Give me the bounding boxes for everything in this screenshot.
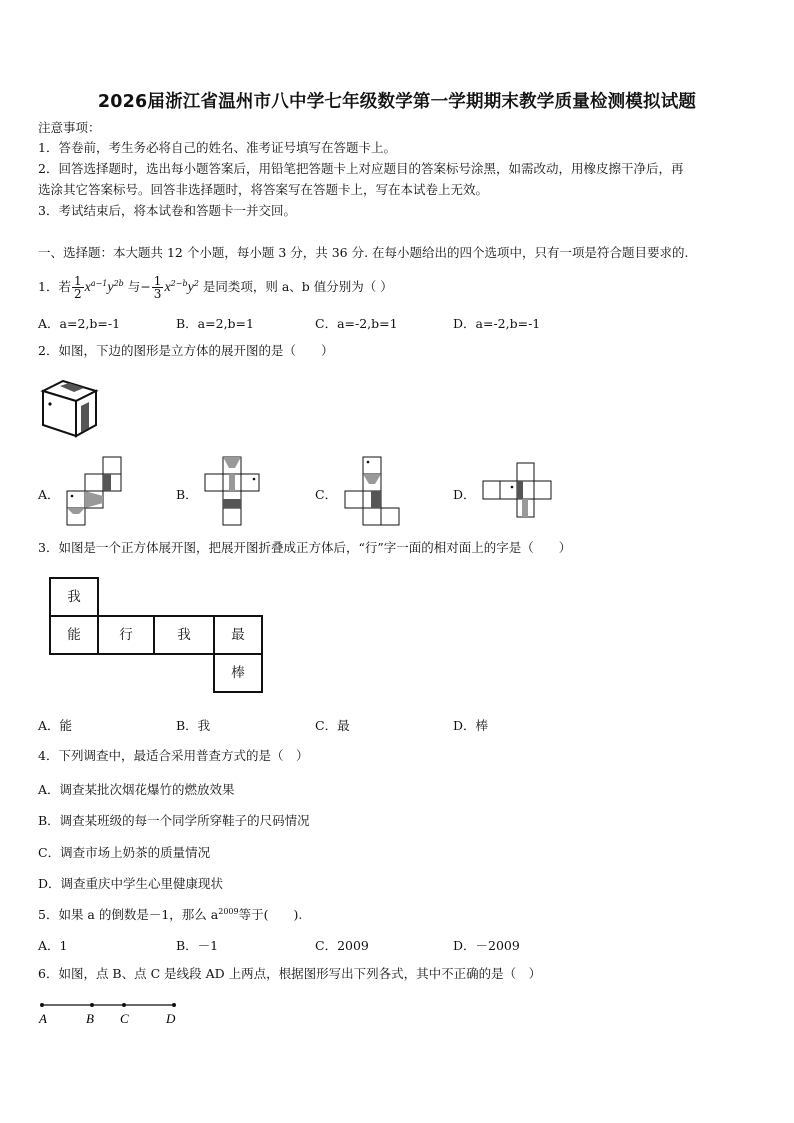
q3-net-cell-1: 能 <box>49 615 99 655</box>
q4-option-b[interactable]: B．调查某班级的每一个同学所穿鞋子的尺码情况 <box>38 813 310 828</box>
point-d <box>172 1003 176 1007</box>
notice-item-2-cont: 选涂其它答案标号。回答非选择题时，将答案写在答题卡上，写在本试卷上无效。 <box>38 182 489 197</box>
notice-item-3: 3．考试结束后，将本试卷和答题卡一并交回。 <box>38 203 296 218</box>
label-b: B <box>86 1011 94 1026</box>
label-d: D <box>166 1011 176 1026</box>
q1-option-d[interactable]: D．a=-2,b=-1 <box>453 316 541 331</box>
q2-net-c <box>343 456 403 528</box>
q2-option-d[interactable]: D． <box>453 487 476 502</box>
q1-prefix: 1．若 <box>38 279 71 295</box>
notice-item-2: 2．回答选择题时，选出每小题答案后，用铅笔把答题卡上对应题目的答案标号涂黑，如需改动，用橡皮擦干净后，再 <box>38 161 684 176</box>
q2-net-d <box>481 462 555 522</box>
page-title: 2026届浙江省温州市八中学七年级数学第一学期期末教学质量检测模拟试题 <box>97 92 697 112</box>
point-c <box>122 1003 126 1007</box>
q1-option-a[interactable]: A．a=2,b=-1 <box>38 316 121 331</box>
point-b <box>90 1003 94 1007</box>
question-4: 4．下列调查中，最适合采用普查方式的是（ ） <box>38 748 309 763</box>
notice-heading: 注意事项： <box>38 120 101 135</box>
q3-option-b[interactable]: B．我 <box>176 718 211 733</box>
q5-option-a[interactable]: A．1 <box>38 938 68 953</box>
q3-net-cell-2: 行 <box>97 615 155 655</box>
label-a: A <box>39 1011 47 1026</box>
question-3: 3．如图是一个正方体展开图，把展开图折叠成正方体后，“行”字一面的相对面上的字是（ ） <box>38 540 572 555</box>
q2-net-b <box>203 456 263 528</box>
question-2: 2．如图，下边的图形是立方体的展开图的是（ ） <box>38 343 334 358</box>
notice-item-1: 1．答卷前，考生务必将自己的姓名、准考证号填写在答题卡上。 <box>38 140 396 155</box>
question-6: 6．如图，点 B、点 C 是线段 AD 上两点，根据图形写出下列各式，其中不正确的是（ ） <box>38 966 542 981</box>
q4-option-c[interactable]: C．调查市场上奶茶的质量情况 <box>38 845 211 860</box>
q2-option-b[interactable]: B． <box>176 487 198 502</box>
point-a <box>40 1003 44 1007</box>
q1-option-c[interactable]: C．a=-2,b=1 <box>315 316 398 331</box>
q3-net-top: 我 <box>49 577 99 617</box>
q2-net-a <box>65 456 125 528</box>
q1-option-b[interactable]: B．a=2,b=1 <box>176 316 254 331</box>
q3-net-cell-4: 最 <box>213 615 263 655</box>
q4-option-a[interactable]: A．调查某批次烟花爆竹的燃放效果 <box>38 782 235 797</box>
question-5: 5．如果 a 的倒数是－1，那么 $a^{2009}$等于( ). <box>38 907 303 923</box>
q3-net-bottom: 棒 <box>213 653 263 693</box>
q2-option-a[interactable]: A． <box>38 487 60 502</box>
q2-option-c[interactable]: C． <box>315 487 338 502</box>
section-heading: 一、选择题：本大题共 12 个小题，每小题 3 分，共 36 分. 在每小题给出的四个选项中，只有一项是符合题目要求的. <box>38 245 689 260</box>
q5-option-b[interactable]: B．－1 <box>176 938 219 953</box>
q3-option-d[interactable]: D．棒 <box>453 718 489 733</box>
q4-option-d[interactable]: D．调查重庆中学生心里健康现状 <box>38 876 224 891</box>
q1-fraction-2: $\frac{1}{3}$ <box>153 274 162 302</box>
q1-fraction-1: $\frac{1}{2}$ <box>73 274 82 302</box>
q5-option-c[interactable]: C．2009 <box>315 938 369 953</box>
q5-option-d[interactable]: D．－2009 <box>453 938 520 953</box>
q3-option-c[interactable]: C．最 <box>315 718 350 733</box>
segment-ad-figure <box>36 998 186 1030</box>
cube-figure <box>40 378 102 440</box>
q3-option-a[interactable]: A．能 <box>38 718 73 733</box>
label-c: C <box>120 1011 129 1026</box>
q3-net-cell-3: 我 <box>153 615 215 655</box>
question-1: 1．若 $\frac{1}{2}$ $x^{a-1}y^{2b}$ 与− $\frac{1}{3}$ $x^{2-b}y^2$ 是同类项，则 a、b 值分别为（ ） <box>38 274 393 302</box>
